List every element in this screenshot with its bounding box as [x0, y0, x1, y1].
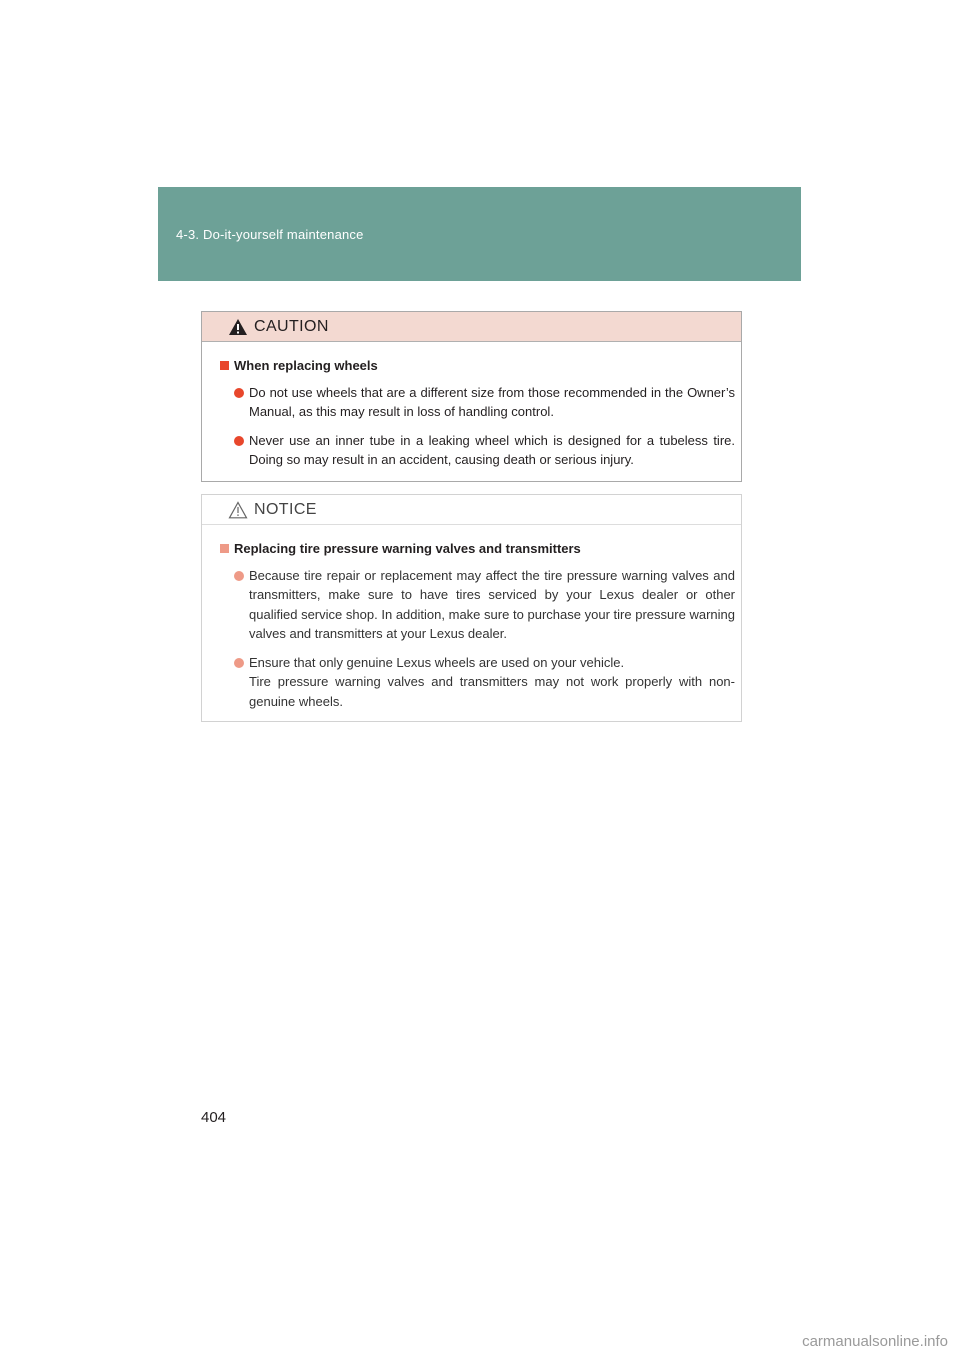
- caution-bullet-text: Never use an inner tube in a leaking wheel which is designed for a tubeless tire. Doing so may result in an accident, causing death or serious injury.: [249, 432, 735, 467]
- section-header-band: [158, 187, 801, 281]
- page-number: 404: [201, 1109, 227, 1126]
- notice-title: NOTICE: [254, 500, 317, 518]
- caution-box: [201, 311, 742, 482]
- notice-subhead-text: Replacing tire pressure warning valves and transmitters: [234, 541, 581, 556]
- round-bullet-icon: [234, 388, 244, 398]
- notice-box: [201, 494, 742, 722]
- notice-subhead: [220, 539, 735, 559]
- list-item: [234, 566, 735, 644]
- watermark: carmanualsonline.info: [802, 1333, 948, 1350]
- list-item: [234, 431, 735, 470]
- caution-title: CAUTION: [254, 317, 329, 335]
- round-bullet-icon: [234, 658, 244, 668]
- caution-header: [202, 312, 741, 342]
- square-bullet-icon: [220, 361, 229, 370]
- warning-triangle-icon: [228, 318, 248, 336]
- notice-bullet-group: [249, 653, 735, 712]
- caution-subhead-text: When replacing wheels: [234, 358, 378, 373]
- list-item: [234, 653, 735, 712]
- caution-body: [202, 342, 741, 470]
- round-bullet-icon: [234, 571, 244, 581]
- notice-header: [202, 495, 741, 525]
- notice-body: [202, 525, 741, 711]
- notice-bullet-text: Ensure that only genuine Lexus wheels are used on your vehicle.: [249, 654, 625, 670]
- list-item: [234, 383, 735, 422]
- warning-triangle-outline-icon: [228, 501, 248, 519]
- round-bullet-icon: [234, 436, 244, 446]
- caution-subhead: [220, 356, 735, 376]
- square-bullet-icon: [220, 544, 229, 553]
- notice-bullet-text: Tire pressure warning valves and transmitters may not work properly with non-genuine wheels.: [249, 674, 735, 709]
- section-title: 4-3. Do-it-yourself maintenance: [176, 227, 364, 242]
- caution-bullet-text: Do not use wheels that are a different size from those recommended in the Owner’s Manual, as this may result in loss of handling control.: [249, 384, 735, 419]
- notice-bullet-text: Because tire repair or replacement may affect the tire pressure warning valves and transmitters, make sure to have tires serviced by your Lexus dealer or other qualified service shop. In addition, make sure to purchase your tire pressure warning valves and transmitters at your Lexus dealer.: [249, 567, 735, 641]
